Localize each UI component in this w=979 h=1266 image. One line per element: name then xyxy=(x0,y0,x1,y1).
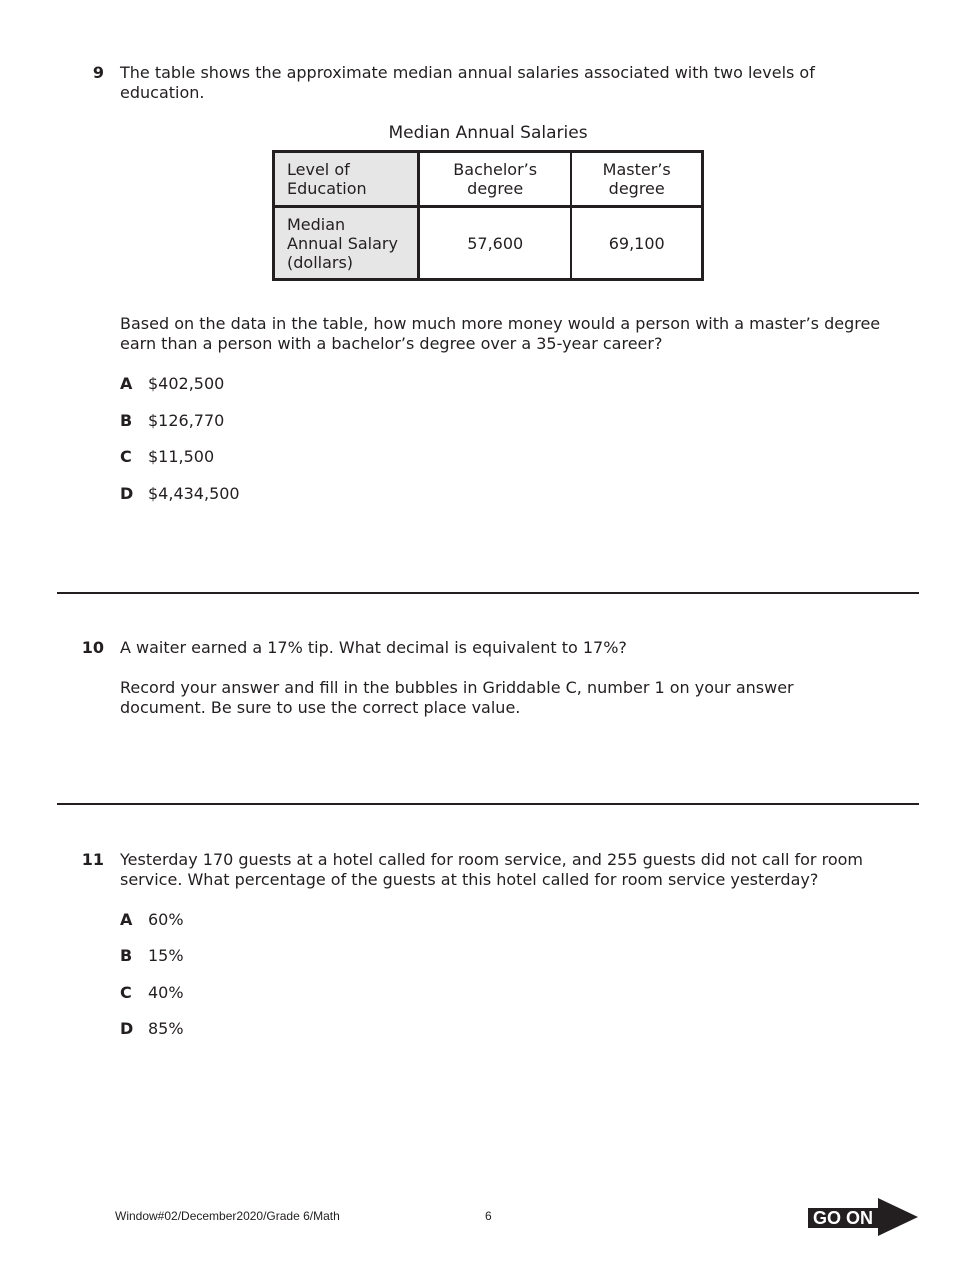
option-letter: C xyxy=(120,983,132,1002)
column-header-bachelors: Bachelor’s degree xyxy=(419,152,572,207)
option-letter: B xyxy=(120,411,133,430)
question-11-stem: Yesterday 170 guests at a hotel called for room service, and 255 guests did not call for room service. What percentage of the guests at this hotel called for room service yesterday? xyxy=(120,850,863,889)
question-9-prompt: Based on the data in the table, how much more money would a person with a master’s degree earn than a person with a bachelor’s degree over a 35-year career? xyxy=(120,314,881,353)
question-9-stem: The table shows the approximate median annual salaries associated with two levels of education. xyxy=(120,63,815,102)
row-header-median-salary: Median Annual Salary (dollars) xyxy=(274,207,419,280)
go-on-label: GO ON xyxy=(808,1208,878,1228)
option-text: $126,770 xyxy=(148,411,225,430)
option-text: 40% xyxy=(148,983,184,1002)
question-10-number: 10 xyxy=(81,638,104,657)
table-title: Median Annual Salaries xyxy=(388,123,588,143)
option-text: 85% xyxy=(148,1019,184,1038)
option-letter: D xyxy=(120,484,134,503)
salary-table xyxy=(272,150,704,281)
cell-bachelors-salary: 57,600 xyxy=(419,207,572,280)
table-row xyxy=(274,207,703,280)
section-divider xyxy=(57,803,919,805)
question-11-number: 11 xyxy=(81,850,104,869)
page-number: 6 xyxy=(485,1209,492,1223)
go-on-indicator xyxy=(808,1196,920,1238)
option-text: $11,500 xyxy=(148,447,215,466)
option-letter: B xyxy=(120,946,133,965)
question-10-stem: A waiter earned a 17% tip. What decimal is equivalent to 17%? xyxy=(120,638,627,657)
option-text: 15% xyxy=(148,946,184,965)
option-letter: D xyxy=(120,1019,134,1038)
option-text: $4,434,500 xyxy=(148,484,240,503)
cell-masters-salary: 69,100 xyxy=(571,207,702,280)
option-text: $402,500 xyxy=(148,374,225,393)
section-divider xyxy=(57,592,919,594)
option-letter: A xyxy=(120,374,133,393)
question-10-instruction: Record your answer and fill in the bubbles in Griddable C, number 1 on your answer document. Be sure to use the correct place value. xyxy=(120,678,794,717)
question-9-number: 9 xyxy=(92,63,104,82)
footer-doc-id: Window#02/December2020/Grade 6/Math xyxy=(115,1209,340,1223)
table-row xyxy=(274,152,703,207)
row-header-level-of-education: Level of Education xyxy=(274,152,419,207)
option-letter: C xyxy=(120,447,132,466)
option-letter: A xyxy=(120,910,133,929)
option-text: 60% xyxy=(148,910,184,929)
column-header-masters: Master’s degree xyxy=(571,152,702,207)
